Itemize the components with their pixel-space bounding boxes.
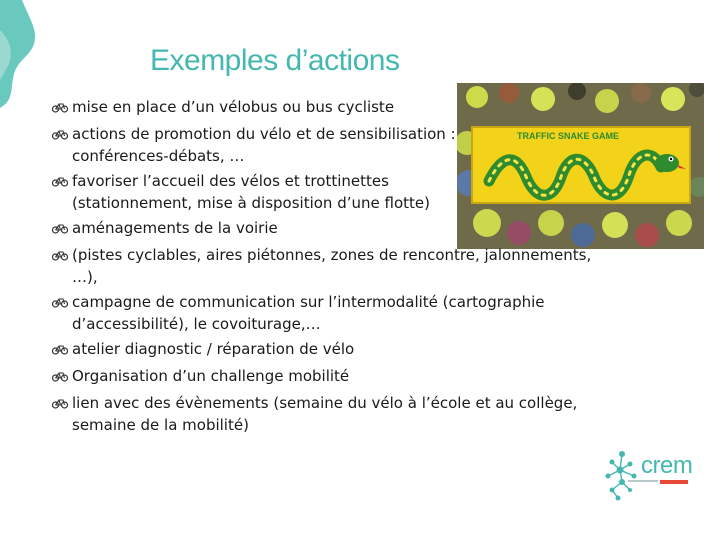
slide-title: Exemples d’actions [150, 44, 400, 77]
bicycle-bullet-icon [52, 222, 68, 234]
list-item-text: conférences-débats, … [72, 147, 245, 165]
logo-red-bar [660, 480, 688, 484]
list-item-text: favoriser l’accueil des vélos et trottinettes [72, 172, 389, 190]
bicycle-bullet-icon [52, 296, 68, 308]
logo-underline [628, 480, 658, 482]
crem-logo-icon [600, 448, 644, 504]
bicycle-bullet-icon [52, 397, 68, 409]
list-item-text: atelier diagnostic / réparation de vélo [72, 340, 355, 358]
list-item-text: mise en place d’un vélobus ou bus cycliste [72, 98, 395, 116]
list-item-text: Organisation d’un challenge mobilité [72, 367, 350, 385]
list-item-text: lien avec des évènements (semaine du vélo à l’école et au collège, [72, 394, 578, 412]
list-item-text: aménagements de la voirie [72, 219, 278, 237]
corner-decoration [0, 0, 60, 110]
bicycle-bullet-icon [52, 343, 68, 355]
list-item [52, 291, 612, 335]
bicycle-bullet-icon [52, 249, 68, 261]
list-item-text: campagne de communication sur l’intermodalité (cartographie [72, 293, 545, 311]
list-item-text: …), [72, 268, 98, 286]
list-item [52, 170, 612, 214]
bicycle-bullet-icon [52, 101, 68, 113]
actions-list [52, 96, 612, 441]
list-item-text: actions de promotion du vélo et de sensibilisation : [72, 125, 456, 143]
list-item [52, 365, 612, 387]
sign-text: TRAFFIC SNAKE GAME [517, 131, 619, 141]
list-item [52, 392, 612, 436]
list-item [52, 338, 612, 360]
list-item-text: (pistes cyclables, aires piétonnes, zones de rencontre, jalonnements, [72, 246, 592, 264]
list-item [52, 217, 612, 239]
list-item-text: semaine de la mobilité) [72, 416, 249, 434]
list-item-text: d’accessibilité), le covoiturage,… [72, 315, 321, 333]
list-item-text: (stationnement, mise à disposition d’une flotte) [72, 194, 430, 212]
list-item [52, 123, 612, 167]
bicycle-bullet-icon [52, 370, 68, 382]
list-item [52, 244, 612, 288]
crem-logo-text: crem [641, 452, 693, 479]
bicycle-bullet-icon [52, 175, 68, 187]
bicycle-bullet-icon [52, 128, 68, 140]
list-item [52, 96, 612, 118]
